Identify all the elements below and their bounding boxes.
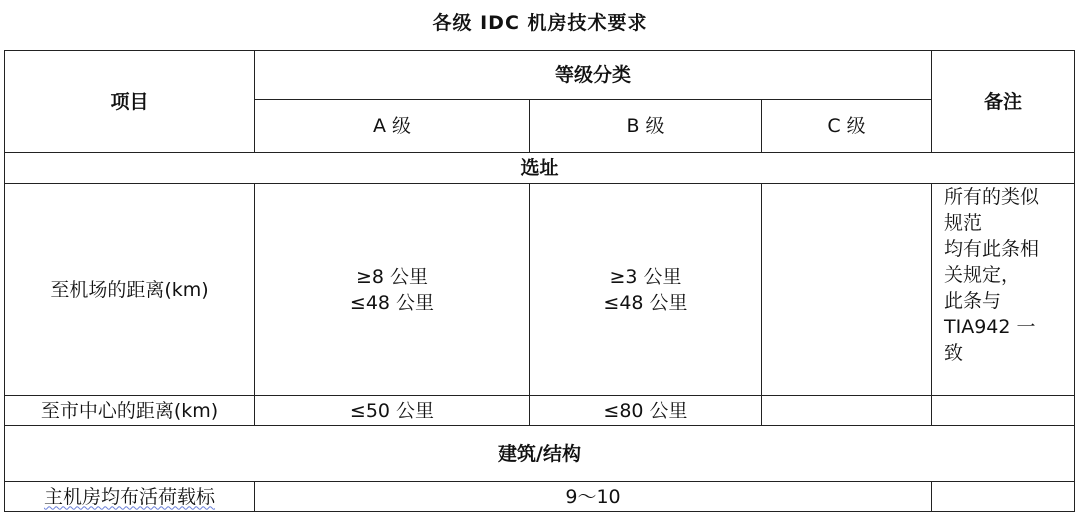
row-load-item [5, 482, 255, 512]
row-airport-grade-c [762, 184, 932, 396]
row-load-value: 9～10 [255, 482, 932, 512]
row-city-grade-a: ≤50 公里 [255, 396, 530, 426]
row-city-grade-b: ≤80 公里 [530, 396, 762, 426]
document-title: 各级 IDC 机房技术要求 [432, 12, 648, 34]
row-airport-grade-b: ≥3 公里 ≤48 公里 [530, 184, 762, 396]
row-airport-grade-a: ≥8 公里 ≤48 公里 [255, 184, 530, 396]
section-row-site [5, 153, 1075, 184]
section-site-label: 选址 [5, 153, 1075, 184]
header-grade-b: B 级 [530, 100, 762, 153]
row-city-grade-c [762, 396, 932, 426]
header-grade-a: A 级 [255, 100, 530, 153]
header-item: 项目 [5, 51, 255, 153]
header-remark: 备注 [932, 51, 1075, 153]
row-load-item-text: 主机房均布活荷载标 [43, 485, 215, 508]
table-row [5, 482, 1075, 512]
idc-requirements-table [4, 50, 1075, 512]
header-grade-group: 等级分类 [255, 51, 932, 100]
row-airport-remark: 所有的类似 规范 均有此条相 关规定， 此条与 TIA942 一 致 [932, 184, 1075, 396]
row-load-remark [932, 482, 1075, 512]
row-city-item: 至市中心的距离(km) [5, 396, 255, 426]
header-row-1 [5, 51, 1075, 100]
table-row [5, 396, 1075, 426]
row-airport-item: 至机场的距离(km) [5, 184, 255, 396]
section-structure-label: 建筑/结构 [5, 426, 1075, 482]
table-row [5, 184, 1075, 396]
section-row-structure [5, 426, 1075, 482]
row-city-remark [932, 396, 1075, 426]
header-grade-c: C 级 [762, 100, 932, 153]
